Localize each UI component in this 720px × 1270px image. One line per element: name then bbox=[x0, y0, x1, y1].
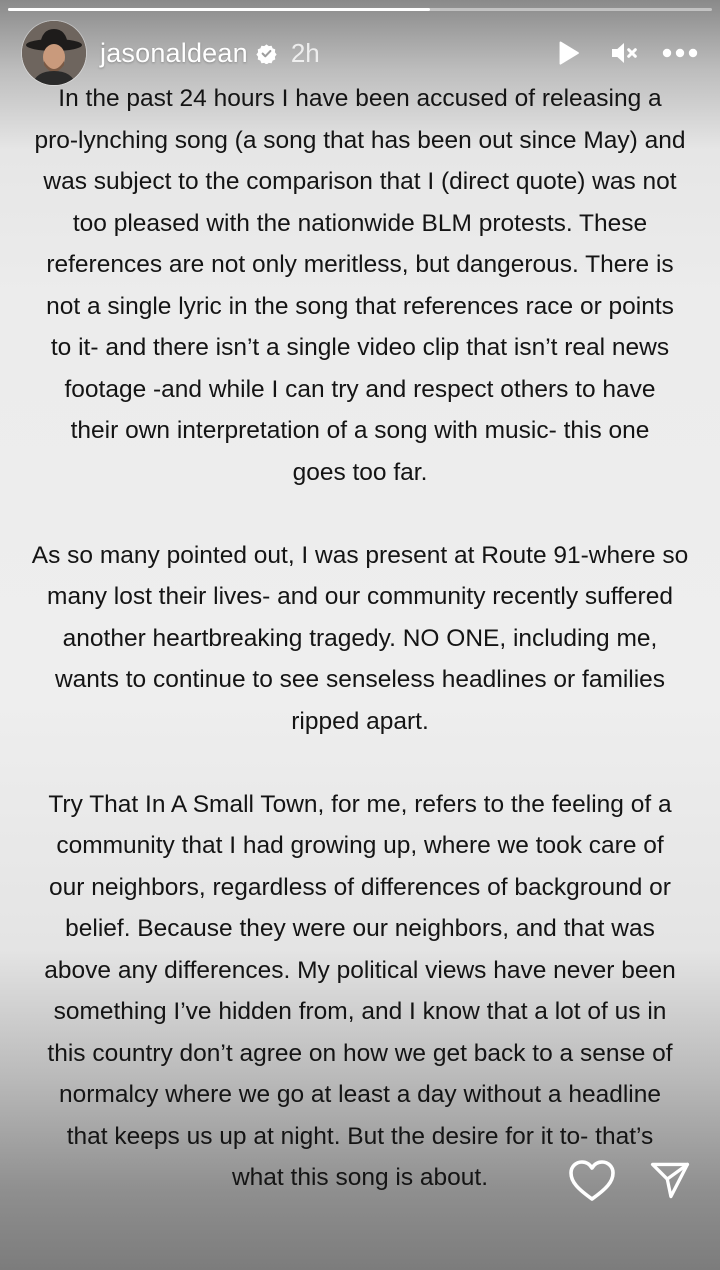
story-text bbox=[30, 78, 690, 1240]
story-text-line: our neighbors, regardless of differences of background or bbox=[49, 873, 671, 901]
story-text-line: their own interpretation of a song with music- this one bbox=[70, 417, 650, 444]
muted-speaker-icon bbox=[608, 37, 640, 69]
story-text-line: many lost their lives- and our community recently suffered bbox=[47, 583, 673, 610]
more-options-button[interactable] bbox=[652, 25, 708, 81]
more-options-icon bbox=[661, 47, 699, 59]
story-header bbox=[22, 20, 708, 86]
story-text-line: another heartbreaking tragedy. NO ONE, including me, bbox=[62, 624, 658, 652]
story-text-line: too pleased with the nationwide BLM protests. These bbox=[72, 209, 648, 237]
play-icon bbox=[553, 38, 583, 68]
story-text-line: As so many pointed out, I was present at Route 91-where so bbox=[31, 541, 689, 569]
story-progress-bar bbox=[8, 8, 712, 11]
mute-button[interactable] bbox=[596, 25, 652, 81]
story-text-line: Try That In A Small Town, for me, refers to the feeling of a bbox=[48, 790, 672, 818]
story-text-line: ripped apart. bbox=[291, 707, 429, 735]
story-text-line: pro-lynching song (a song that has been out since May) and bbox=[34, 126, 686, 154]
story-text-line: belief. Because they were our neighbors, and that was bbox=[65, 915, 655, 942]
story-text-line: In the past 24 hours I have been accused of releasing a bbox=[58, 85, 662, 112]
send-icon bbox=[648, 1158, 692, 1202]
story-paragraph bbox=[30, 784, 690, 1199]
profile-photo-icon bbox=[22, 21, 86, 85]
story-text-line: something I’ve hidden from, and I know that a lot of us in bbox=[53, 998, 667, 1025]
story-paragraph bbox=[30, 78, 690, 493]
story-text-line: to it- and there isn’t a single video clip that isn’t real news bbox=[50, 334, 670, 361]
heart-icon bbox=[568, 1158, 616, 1202]
avatar[interactable] bbox=[22, 21, 86, 85]
story-text-line: normalcy where we go at least a day without a headline bbox=[59, 1081, 661, 1108]
story-text-line: goes too far. bbox=[292, 458, 428, 486]
story-text-line: references are not only meritless, but dangerous. There is bbox=[46, 251, 674, 278]
story-paragraph bbox=[30, 535, 690, 743]
story-text-line: above any differences. My political views have never been bbox=[44, 956, 676, 984]
like-button[interactable] bbox=[564, 1152, 620, 1208]
story-footer bbox=[542, 1152, 698, 1208]
post-timestamp: 2h bbox=[290, 37, 320, 68]
username[interactable]: jasonaldean bbox=[100, 37, 248, 68]
story-text-line: what this song is about. bbox=[231, 1164, 489, 1191]
story-text-line: this country don’t agree on how we get back to a sense of bbox=[47, 1039, 673, 1067]
story-text-line: community that I had growing up, where we took care of bbox=[56, 832, 664, 859]
story-controls bbox=[540, 25, 708, 81]
story-progress-fill bbox=[8, 8, 430, 11]
story-text-line: not a single lyric in the song that references race or points bbox=[46, 292, 674, 320]
verified-badge-icon bbox=[256, 43, 277, 64]
story-text-line: wants to continue to see senseless headlines or families bbox=[54, 666, 666, 693]
share-button[interactable] bbox=[642, 1152, 698, 1208]
story-text-line: footage -and while I can try and respect others to have bbox=[64, 375, 656, 403]
play-button[interactable] bbox=[540, 25, 596, 81]
story-text-line: was subject to the comparison that I (direct quote) was not bbox=[43, 168, 677, 195]
story-text-line: that keeps us up at night. But the desire for it to- that’s bbox=[66, 1122, 654, 1150]
